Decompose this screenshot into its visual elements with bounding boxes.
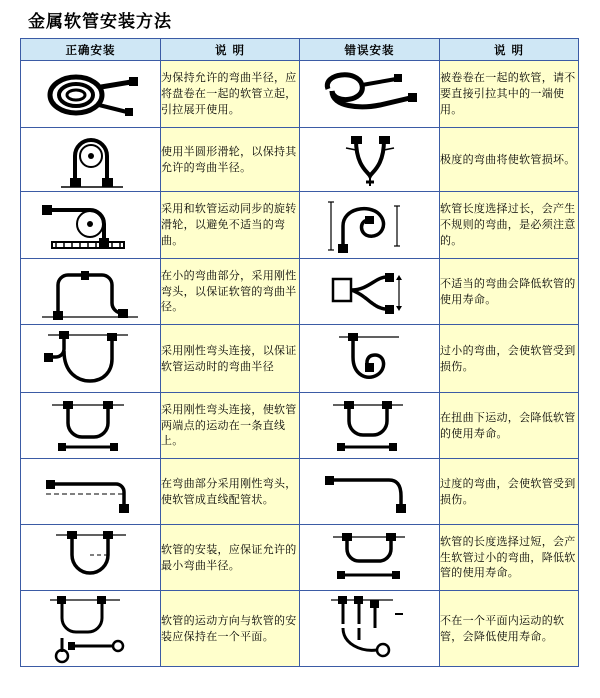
figure-improper-tight-bend [300, 259, 440, 325]
table-body [21, 61, 579, 667]
desc-wrong: 过小的弯曲，会使软管受到损伤。 [440, 325, 579, 393]
desc-wrong: 被卷卷在一起的软管，请不要直接引拉其中的一端使用。 [440, 61, 579, 128]
desc-wrong: 在扭曲下运动，会降低软管的使用寿命。 [440, 393, 579, 459]
table-row [21, 61, 579, 128]
table-row [21, 259, 579, 325]
table-row [21, 525, 579, 591]
desc-wrong: 软管长度选择过长，会产生不规则的弯曲，是必须注意的。 [440, 192, 579, 259]
figure-rigid-elbow-straight-line [21, 393, 161, 459]
table-row [21, 192, 579, 259]
table-row [21, 325, 579, 393]
header-correct-install: 正确安装 [21, 39, 161, 61]
desc-correct: 软管的运动方向与软管的安装应保持在一个平面。 [161, 591, 300, 667]
figure-u-bend-minimum-radius [21, 525, 161, 591]
figure-half-round-pulley-bend [21, 128, 161, 192]
table-row [21, 591, 579, 667]
figure-synchronized-rotating-pulley [21, 192, 161, 259]
figure-twisted-bend-motion [300, 393, 440, 459]
desc-wrong: 软管的长度选择过短，会产生软管过小的弯曲，降低软管的使用寿命。 [440, 525, 579, 591]
installation-method-table [20, 38, 579, 667]
desc-correct: 使用半圆形滑轮，以保持其允许的弯曲半径。 [161, 128, 300, 192]
desc-wrong: 不在一个平面内运动的软管，会降低使用寿命。 [440, 591, 579, 667]
desc-wrong: 不适当的弯曲会降低软管的使用寿命。 [440, 259, 579, 325]
table-row [21, 393, 579, 459]
desc-correct: 软管的安装，应保证允许的最小弯曲半径。 [161, 525, 300, 591]
figure-same-plane-motion [21, 591, 161, 667]
table-row [21, 128, 579, 192]
figure-coiled-hose-pulled-end [300, 61, 440, 128]
figure-coiled-hose-flat-coil [21, 61, 161, 128]
table-row [21, 459, 579, 525]
desc-wrong: 极度的弯曲将使软管损坏。 [440, 128, 579, 192]
desc-correct: 采用刚性弯头连接，使软管两端点的运动在一条直线上。 [161, 393, 300, 459]
page-title: 金属软管安装方法 [28, 12, 172, 32]
desc-correct: 在小的弯曲部分，采用刚性弯头，以保证软管的弯曲半径。 [161, 259, 300, 325]
figure-sharp-v-bend [300, 128, 440, 192]
desc-correct: 采用和软管运动同步的旋转滑轮，以避免不适当的弯曲。 [161, 192, 300, 259]
desc-correct: 在弯曲部分采用刚性弯头，使软管成直线配管状。 [161, 459, 300, 525]
table-header-row [21, 39, 579, 61]
figure-straight-pipe-rigid-elbow [21, 459, 161, 525]
figure-too-small-bend-radius [300, 325, 440, 393]
figure-over-length-small-bend [300, 525, 440, 591]
header-wrong-install: 错误安装 [300, 39, 440, 61]
table-header [21, 39, 579, 61]
header-correct-desc: 说 明 [161, 39, 300, 61]
desc-wrong: 过度的弯曲，会使软管受到损伤。 [440, 459, 579, 525]
figure-rigid-elbow-small-bend [21, 259, 161, 325]
desc-correct: 采用刚性弯头连接，以保证软管运动时的弯曲半径 [161, 325, 300, 393]
header-wrong-desc: 说 明 [440, 39, 579, 61]
desc-correct: 为保持允许的弯曲半径，应将盘卷在一起的软管立起，引拉展开使用。 [161, 61, 300, 128]
figure-long-hose-irregular-bend [300, 192, 440, 259]
figure-out-of-plane-motion [300, 591, 440, 667]
figure-rigid-elbow-moving-hose [21, 325, 161, 393]
figure-excessive-bend-straight [300, 459, 440, 525]
